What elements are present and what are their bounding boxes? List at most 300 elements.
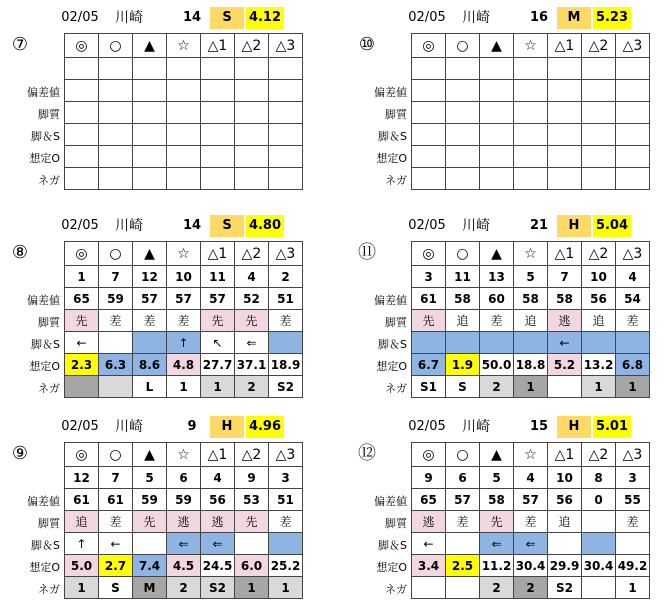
grid-cell: 4.5 bbox=[167, 555, 201, 577]
row-labels bbox=[2, 491, 64, 601]
grid-cell bbox=[582, 102, 616, 124]
grid-cell bbox=[446, 533, 480, 555]
grid-cell: 56 bbox=[201, 489, 235, 511]
symbol-cell: △2 bbox=[235, 242, 269, 266]
deviation-row bbox=[412, 80, 650, 102]
race-index-value: 5.04 bbox=[593, 215, 631, 237]
grid-cell bbox=[201, 124, 235, 146]
row-label: ネガ bbox=[385, 583, 407, 596]
grid-cell bbox=[480, 102, 514, 124]
expected-odds-row bbox=[65, 555, 303, 577]
grid-cell: 18.8 bbox=[514, 354, 548, 376]
race-block bbox=[0, 208, 335, 408]
grid-cell bbox=[582, 577, 616, 599]
grid-cell: 30.4 bbox=[582, 555, 616, 577]
grid-cell bbox=[269, 102, 303, 124]
running-style-row bbox=[412, 102, 650, 124]
grid-cell: 追 bbox=[514, 310, 548, 332]
race-header bbox=[0, 416, 335, 438]
race-header bbox=[347, 416, 672, 438]
row-label: 脚質 bbox=[385, 316, 407, 329]
grid-cell bbox=[65, 102, 99, 124]
grid-cell bbox=[616, 58, 650, 80]
race-block bbox=[347, 409, 672, 609]
grid-cell: 49.2 bbox=[616, 555, 650, 577]
expected-odds-row bbox=[412, 354, 650, 376]
grid-cell bbox=[412, 577, 446, 599]
symbol-cell: ◎ bbox=[412, 242, 446, 266]
grid-cell bbox=[548, 146, 582, 168]
race-block bbox=[347, 0, 672, 200]
race-class-badge: M bbox=[557, 7, 591, 29]
symbol-cell: △2 bbox=[235, 443, 269, 467]
grid-cell: 58 bbox=[480, 489, 514, 511]
grid-cell: 10 bbox=[582, 266, 616, 288]
grid-cell bbox=[269, 146, 303, 168]
row-label: 脚＆S bbox=[31, 338, 60, 351]
race-index-value: 4.12 bbox=[246, 7, 284, 29]
row-label: 脚質 bbox=[385, 108, 407, 121]
negative-row bbox=[65, 577, 303, 599]
symbol-cell: △3 bbox=[269, 443, 303, 467]
row-label: 脚＆S bbox=[31, 539, 60, 552]
grid-cell bbox=[412, 124, 446, 146]
grid-cell: 6.0 bbox=[235, 555, 269, 577]
running-style-row bbox=[65, 511, 303, 533]
grid-cell: 51 bbox=[269, 489, 303, 511]
grid-cell bbox=[133, 332, 167, 354]
grid-cell bbox=[133, 124, 167, 146]
grid-cell: 4 bbox=[616, 266, 650, 288]
negative-row bbox=[412, 376, 650, 398]
row-label: 想定O bbox=[29, 561, 60, 574]
grid-cell: 65 bbox=[412, 489, 446, 511]
grid-cell bbox=[480, 58, 514, 80]
expected-odds-row bbox=[65, 354, 303, 376]
symbol-row bbox=[65, 443, 303, 467]
grid-cell: 5 bbox=[480, 467, 514, 489]
row-labels bbox=[2, 290, 64, 400]
negative-row bbox=[65, 168, 303, 190]
grid-cell bbox=[514, 332, 548, 354]
grid-cell: 12 bbox=[65, 467, 99, 489]
grid-cell: 24.5 bbox=[201, 555, 235, 577]
grid-cell: 11.2 bbox=[480, 555, 514, 577]
grid-cell: 61 bbox=[65, 489, 99, 511]
grid-cell: 差 bbox=[480, 310, 514, 332]
grid-cell: 差 bbox=[269, 310, 303, 332]
symbol-cell: △3 bbox=[616, 34, 650, 58]
symbol-cell: ▲ bbox=[480, 242, 514, 266]
grid-cell bbox=[167, 58, 201, 80]
symbol-cell: ▲ bbox=[133, 443, 167, 467]
grid-cell bbox=[65, 124, 99, 146]
grid-cell: L bbox=[133, 376, 167, 398]
race-date: 02/05 bbox=[408, 218, 446, 233]
grid-cell: 25.2 bbox=[269, 555, 303, 577]
grid-cell bbox=[616, 80, 650, 102]
grid-cell bbox=[167, 124, 201, 146]
grid-cell bbox=[99, 376, 133, 398]
grid-cell: 逃 bbox=[412, 511, 446, 533]
expected-odds-row bbox=[412, 146, 650, 168]
pick-grid bbox=[64, 442, 303, 599]
row-label: 脚質 bbox=[38, 316, 60, 329]
grid-cell bbox=[582, 168, 616, 190]
symbol-row bbox=[65, 34, 303, 58]
expected-odds-row bbox=[65, 146, 303, 168]
grid-cell bbox=[235, 146, 269, 168]
race-header bbox=[0, 7, 335, 29]
race-block bbox=[0, 0, 335, 200]
grid-cell: 9 bbox=[235, 467, 269, 489]
symbol-cell: ☆ bbox=[514, 443, 548, 467]
grid-cell: 58 bbox=[514, 288, 548, 310]
grid-cell: 50.0 bbox=[480, 354, 514, 376]
expected-odds-row bbox=[412, 555, 650, 577]
grid-cell: 1.9 bbox=[446, 354, 480, 376]
symbol-cell: △2 bbox=[235, 34, 269, 58]
grid-cell bbox=[167, 102, 201, 124]
row-label: 偏差値 bbox=[27, 86, 60, 99]
grid-cell bbox=[582, 124, 616, 146]
grid-cell bbox=[582, 58, 616, 80]
grid-cell bbox=[548, 102, 582, 124]
grid-cell bbox=[235, 168, 269, 190]
row-label: 脚質 bbox=[38, 517, 60, 530]
grid-cell: ← bbox=[412, 533, 446, 555]
grid-cell: 53 bbox=[235, 489, 269, 511]
grid-cell: 先 bbox=[412, 310, 446, 332]
symbol-row bbox=[412, 34, 650, 58]
race-venue: 川崎 bbox=[115, 218, 143, 234]
grid-cell: 差 bbox=[133, 310, 167, 332]
symbol-cell: ☆ bbox=[167, 443, 201, 467]
symbol-cell: ▲ bbox=[480, 443, 514, 467]
race-number: ⑧ bbox=[11, 242, 29, 263]
race-class-badge: H bbox=[557, 215, 591, 237]
symbol-cell: △1 bbox=[548, 242, 582, 266]
race-index-value: 5.01 bbox=[593, 416, 631, 438]
grid-cell: ↖ bbox=[201, 332, 235, 354]
symbol-cell: ○ bbox=[446, 34, 480, 58]
grid-cell: 1 bbox=[65, 577, 99, 599]
grid-cell: 6.8 bbox=[616, 354, 650, 376]
race-venue: 川崎 bbox=[115, 419, 143, 435]
race-class-badge: H bbox=[557, 416, 591, 438]
pace-row bbox=[65, 332, 303, 354]
grid-cell: 3 bbox=[412, 266, 446, 288]
grid-cell bbox=[616, 332, 650, 354]
grid-cell: 1 bbox=[201, 376, 235, 398]
symbol-row bbox=[65, 242, 303, 266]
grid-cell bbox=[616, 168, 650, 190]
grid-cell bbox=[235, 124, 269, 146]
pace-row bbox=[412, 124, 650, 146]
pick-grid bbox=[64, 33, 303, 190]
row-label: 脚＆S bbox=[378, 539, 407, 552]
race-block bbox=[347, 208, 672, 408]
grid-cell: 3 bbox=[269, 467, 303, 489]
symbol-cell: △2 bbox=[582, 34, 616, 58]
grid-cell bbox=[269, 332, 303, 354]
symbol-cell: ○ bbox=[446, 242, 480, 266]
grid-cell bbox=[167, 146, 201, 168]
negative-row bbox=[65, 376, 303, 398]
symbol-row bbox=[412, 443, 650, 467]
grid-cell: 4 bbox=[201, 467, 235, 489]
grid-cell: ⇐ bbox=[235, 332, 269, 354]
grid-cell bbox=[201, 58, 235, 80]
grid-cell bbox=[582, 332, 616, 354]
grid-cell: 先 bbox=[201, 310, 235, 332]
race-number: ⑪ bbox=[358, 242, 376, 263]
grid-cell bbox=[99, 168, 133, 190]
grid-cell: 7 bbox=[99, 467, 133, 489]
grid-cell bbox=[412, 332, 446, 354]
grid-cell bbox=[446, 332, 480, 354]
grid-cell: 56 bbox=[548, 489, 582, 511]
horse-number-row bbox=[65, 467, 303, 489]
grid-cell: 59 bbox=[167, 489, 201, 511]
grid-cell: 5.2 bbox=[548, 354, 582, 376]
grid-cell: 1 bbox=[167, 376, 201, 398]
grid-cell bbox=[480, 124, 514, 146]
grid-cell bbox=[514, 80, 548, 102]
race-date: 02/05 bbox=[61, 10, 99, 25]
running-style-row bbox=[412, 310, 650, 332]
row-label: 脚＆S bbox=[378, 130, 407, 143]
grid-cell: 27.7 bbox=[201, 354, 235, 376]
grid-cell bbox=[133, 58, 167, 80]
pick-grid bbox=[411, 241, 650, 398]
grid-cell: 先 bbox=[235, 511, 269, 533]
pace-row bbox=[65, 124, 303, 146]
grid-cell bbox=[201, 80, 235, 102]
grid-cell: 差 bbox=[99, 310, 133, 332]
grid-cell: 1 bbox=[65, 266, 99, 288]
race-header bbox=[347, 215, 672, 237]
grid-cell bbox=[514, 146, 548, 168]
grid-cell bbox=[548, 58, 582, 80]
grid-cell: 0 bbox=[582, 489, 616, 511]
pick-grid bbox=[64, 241, 303, 398]
symbol-cell: ◎ bbox=[412, 443, 446, 467]
grid-cell bbox=[412, 146, 446, 168]
race-venue: 川崎 bbox=[462, 419, 490, 435]
symbol-cell: ▲ bbox=[133, 242, 167, 266]
symbol-cell: ▲ bbox=[133, 34, 167, 58]
row-label: 脚＆S bbox=[378, 338, 407, 351]
grid-cell bbox=[65, 168, 99, 190]
grid-cell: ← bbox=[65, 332, 99, 354]
grid-cell bbox=[514, 58, 548, 80]
row-label: 脚質 bbox=[385, 517, 407, 530]
row-label: 想定O bbox=[376, 360, 407, 373]
grid-cell: 1 bbox=[582, 376, 616, 398]
symbol-cell: △3 bbox=[269, 34, 303, 58]
grid-cell: 2.5 bbox=[446, 555, 480, 577]
grid-cell: 59 bbox=[133, 489, 167, 511]
pace-row bbox=[65, 533, 303, 555]
grid-cell: ↑ bbox=[167, 332, 201, 354]
symbol-cell: ☆ bbox=[167, 34, 201, 58]
grid-cell: 差 bbox=[514, 511, 548, 533]
grid-cell: 差 bbox=[446, 511, 480, 533]
grid-cell bbox=[446, 102, 480, 124]
grid-cell bbox=[99, 332, 133, 354]
grid-cell: 51 bbox=[269, 288, 303, 310]
grid-cell: 57 bbox=[514, 489, 548, 511]
grid-cell: 57 bbox=[167, 288, 201, 310]
horse-number-row bbox=[412, 58, 650, 80]
grid-cell: 29.9 bbox=[548, 555, 582, 577]
horse-number-row bbox=[412, 266, 650, 288]
grid-cell: 30.4 bbox=[514, 555, 548, 577]
grid-cell: 11 bbox=[201, 266, 235, 288]
grid-cell: 8.6 bbox=[133, 354, 167, 376]
grid-cell bbox=[201, 146, 235, 168]
running-style-row bbox=[65, 102, 303, 124]
grid-cell bbox=[269, 533, 303, 555]
negative-row bbox=[412, 168, 650, 190]
grid-cell bbox=[446, 80, 480, 102]
race-date: 02/05 bbox=[61, 419, 99, 434]
grid-cell bbox=[133, 168, 167, 190]
grid-cell bbox=[446, 124, 480, 146]
grid-cell: 差 bbox=[167, 310, 201, 332]
grid-cell: ↑ bbox=[65, 533, 99, 555]
grid-cell: 追 bbox=[446, 310, 480, 332]
grid-cell: ⇐ bbox=[167, 533, 201, 555]
grid-cell: ⇐ bbox=[514, 533, 548, 555]
grid-cell bbox=[446, 146, 480, 168]
race-date: 02/05 bbox=[408, 10, 446, 25]
grid-cell: 6.7 bbox=[412, 354, 446, 376]
grid-cell: 56 bbox=[582, 288, 616, 310]
grid-cell bbox=[446, 168, 480, 190]
row-label: 偏差値 bbox=[374, 86, 407, 99]
symbol-cell: △1 bbox=[201, 242, 235, 266]
grid-cell bbox=[133, 102, 167, 124]
grid-cell: 58 bbox=[446, 288, 480, 310]
grid-cell bbox=[269, 124, 303, 146]
grid-cell: 3.4 bbox=[412, 555, 446, 577]
row-label: 想定O bbox=[376, 152, 407, 165]
deviation-row bbox=[412, 489, 650, 511]
row-label: ネガ bbox=[385, 382, 407, 395]
runner-count: 14 bbox=[182, 10, 202, 25]
row-labels bbox=[2, 82, 64, 192]
grid-cell: 先 bbox=[235, 310, 269, 332]
row-labels bbox=[349, 82, 411, 192]
race-index-value: 5.23 bbox=[593, 7, 631, 29]
grid-cell bbox=[616, 102, 650, 124]
grid-cell: 3 bbox=[616, 467, 650, 489]
race-index-value: 4.80 bbox=[246, 215, 284, 237]
grid-cell: 2 bbox=[480, 376, 514, 398]
grid-cell: 7 bbox=[99, 266, 133, 288]
grid-cell bbox=[548, 80, 582, 102]
grid-cell bbox=[201, 168, 235, 190]
grid-cell bbox=[65, 146, 99, 168]
symbol-cell: △1 bbox=[201, 443, 235, 467]
symbol-cell: △1 bbox=[548, 443, 582, 467]
row-label: ネガ bbox=[385, 174, 407, 187]
grid-cell: 先 bbox=[133, 511, 167, 533]
grid-cell: 57 bbox=[201, 288, 235, 310]
grid-cell bbox=[412, 80, 446, 102]
grid-cell: 4.8 bbox=[167, 354, 201, 376]
grid-cell: 7.4 bbox=[133, 555, 167, 577]
grid-cell bbox=[99, 80, 133, 102]
runner-count: 16 bbox=[529, 10, 549, 25]
negative-row bbox=[412, 577, 650, 599]
symbol-cell: △2 bbox=[582, 443, 616, 467]
grid-cell: 2 bbox=[235, 376, 269, 398]
race-header bbox=[0, 215, 335, 237]
grid-cell: 57 bbox=[446, 489, 480, 511]
grid-cell: ← bbox=[99, 533, 133, 555]
grid-cell: 1 bbox=[514, 376, 548, 398]
grid-cell bbox=[235, 102, 269, 124]
symbol-cell: ☆ bbox=[514, 242, 548, 266]
race-class-badge: S bbox=[210, 7, 244, 29]
deviation-row bbox=[65, 288, 303, 310]
grid-cell: 2.7 bbox=[99, 555, 133, 577]
grid-cell bbox=[582, 533, 616, 555]
grid-cell: 55 bbox=[616, 489, 650, 511]
grid-cell bbox=[201, 102, 235, 124]
grid-cell bbox=[582, 80, 616, 102]
grid-cell bbox=[133, 80, 167, 102]
grid-cell bbox=[582, 511, 616, 533]
grid-cell: 6 bbox=[446, 467, 480, 489]
grid-cell: 2 bbox=[480, 577, 514, 599]
race-index-value: 4.96 bbox=[246, 416, 284, 438]
grid-cell: 11 bbox=[446, 266, 480, 288]
row-label: 想定O bbox=[29, 152, 60, 165]
grid-cell: 13 bbox=[480, 266, 514, 288]
grid-cell: ← bbox=[548, 332, 582, 354]
grid-cell bbox=[99, 58, 133, 80]
grid-cell: 60 bbox=[480, 288, 514, 310]
row-label: 脚＆S bbox=[31, 130, 60, 143]
row-label: ネガ bbox=[38, 382, 60, 395]
pace-row bbox=[412, 332, 650, 354]
horse-number-row bbox=[412, 467, 650, 489]
row-label: ネガ bbox=[38, 583, 60, 596]
symbol-cell: △3 bbox=[616, 443, 650, 467]
grid-cell: 7 bbox=[548, 266, 582, 288]
grid-cell: 13.2 bbox=[582, 354, 616, 376]
row-label: 想定O bbox=[29, 360, 60, 373]
grid-cell: 差 bbox=[616, 511, 650, 533]
grid-cell: 逃 bbox=[167, 511, 201, 533]
grid-cell: S2 bbox=[548, 577, 582, 599]
grid-cell: 2 bbox=[514, 577, 548, 599]
symbol-cell: ◎ bbox=[65, 242, 99, 266]
grid-cell: S1 bbox=[412, 376, 446, 398]
running-style-row bbox=[412, 511, 650, 533]
grid-cell: 9 bbox=[412, 467, 446, 489]
grid-cell: 4 bbox=[514, 467, 548, 489]
grid-cell bbox=[133, 533, 167, 555]
race-header bbox=[347, 7, 672, 29]
grid-cell: 差 bbox=[99, 511, 133, 533]
row-label: 偏差値 bbox=[27, 495, 60, 508]
row-label: 偏差値 bbox=[27, 294, 60, 307]
